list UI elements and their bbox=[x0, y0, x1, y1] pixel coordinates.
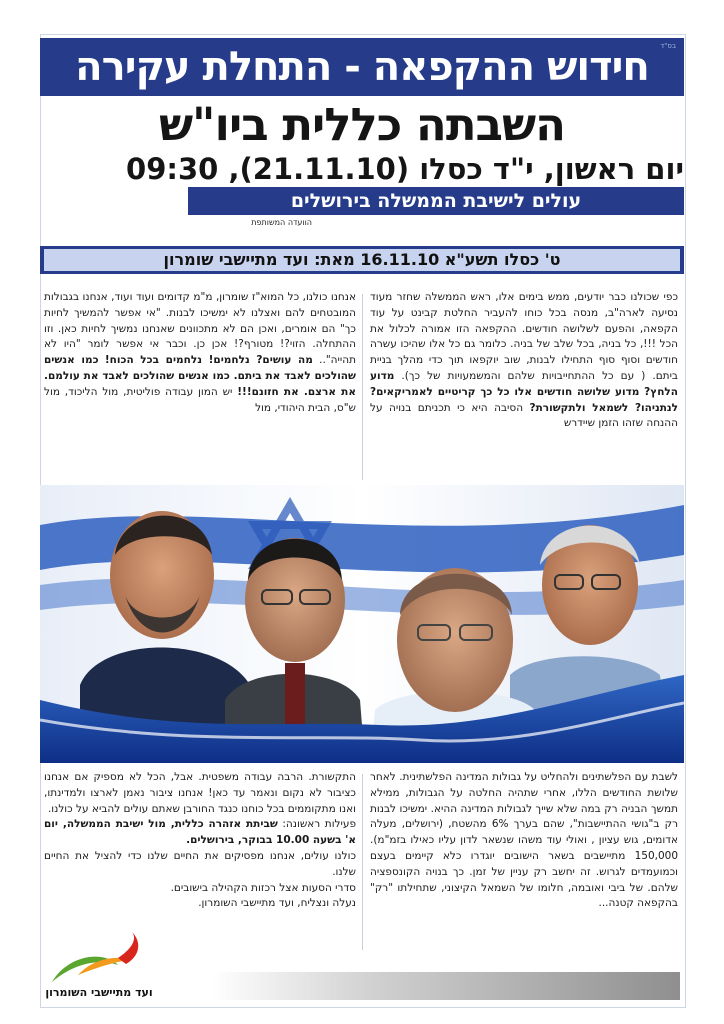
strike-heading: השבתה כללית ביו"ש bbox=[158, 98, 566, 151]
info-bar-text: ט' כסלו תשע"א 16.11.10 מאת: ועד מתיישבי שומרון bbox=[44, 249, 680, 271]
politicians-photo bbox=[40, 485, 684, 763]
paragraph: כפי שכולנו כבר יודעים, ממש בימים אלו, ראש הממשלה שחזר מעוד נסיעה לארה"ב, מנסה בכל כוחו להעביר החלטת קבינט על עוד הקפאה, והפעם לשלושה חודשים. ההקפאה הזו אמורה לכלול את הכל !!!, כל בניה, בכל שלב של בניה. כלומר גם כל אלו שהיכו עשרה חודשים וסוף סוף התחילו לבנות, שוב יוקפאו תוך כדי מהלך בניית ביתם. ( עם כל ההתחייבויות שלהם והמשמעויות של כך). bbox=[370, 291, 678, 382]
paragraph-bold: שביתת אזהרה כללית, מול ישיבת הממשלה, יום א' בשעה 10.00 בבוקר, בירושלים. bbox=[44, 818, 356, 847]
paragraph: נעלה ונצליח, ועד מתיישבי השומרון. bbox=[198, 897, 356, 910]
photo-collage-illustration bbox=[40, 485, 684, 763]
tiny-tag: בס"ד bbox=[660, 42, 676, 50]
destination-bar: עולים לישיבת הממשלה בירושלים bbox=[188, 187, 684, 215]
info-bar bbox=[40, 246, 684, 274]
sponsor-logo-text: הוועדה המשותפת bbox=[251, 218, 312, 227]
paragraph-label: פעילות ראשונה: bbox=[277, 818, 356, 831]
organization-name: ועד מתיישבי השומרון bbox=[45, 986, 153, 999]
paragraph: התקשורת. הרבה עבודה משפטית. אבל, הכל לא מספיק אם אנחנו כציבור לא נקום ונאמר עד כאן! אנחנו ציבור נאמן לארצו ולמדינתו, ואנו מתקוממים בכל כוחנו כנגד החורבן שאתם עולים להביא על כולנו. bbox=[44, 771, 356, 815]
paragraph: לשבת עם הפלשתינים ולהחליט על גבולות המדינה הפלשתינית. לאחר שלושת החודשים הללו, אחרי שתהיה החלטה על הגבולות, ממילא תמשך הבניה רק במה שלא שייך לגבולות המדינה ההיא. ימשיכו לבנות רק ב"גושי ההתיישבות", שהם בערך 6% מהשטח, (ירושלים, מעלה אדומים, גוש עציון , ואולי עוד משהו שנשאר לדון עליו כאילו בזמ"מ). 150,000 מתיישבים בשאר הישובים יוגדרו כלא קיימים בעצם וכמועמדים לגרוש. זה יחשב רק עניין של זמן. כך בנויה הקונספציה שלהם. של ביבי ואובמה, חלומו של השמאל הקיצוני, שתחילתו "רק" בהקפאה קטנה... bbox=[370, 771, 678, 910]
paragraph: יש המון עבודה פוליטית, מול הליכוד, מול ש"ס, הבית היהודי, מול bbox=[44, 385, 356, 414]
article-column-bottom-right bbox=[370, 770, 678, 950]
paragraph-bold: מדוע הלחץ? מדוע שלושה חודשים אלו כל כך קריטיים לאמריקאים? לנתניהו? לשמאל ולתקשורת? bbox=[370, 369, 678, 414]
article-column-top-left bbox=[44, 290, 356, 480]
article-column-top-right bbox=[370, 290, 678, 480]
paragraph: הסיבה היא כי תכניתם בנויה על ההנחה שזהו הזמן שיידרש bbox=[370, 401, 678, 430]
paragraph: סדרי הסעות אצל רכזות הקהילה בישובים. bbox=[170, 881, 356, 894]
article-column-bottom-left bbox=[44, 770, 356, 950]
samaria-council-logo bbox=[48, 930, 148, 986]
column-divider bbox=[362, 294, 363, 480]
headline: חידוש ההקפאה - התחלת עקירה bbox=[75, 44, 649, 90]
paragraph: כולנו עולים, אנחנו מפסיקים את החיים שלנו כדי להציל את החיים שלנו. bbox=[44, 849, 356, 878]
paragraph-bold: מה עושים? נלחמים! נלחמים בכל הכוח! bbox=[104, 354, 313, 367]
sponsor-logos bbox=[102, 218, 312, 228]
title-banner bbox=[40, 38, 684, 96]
footer-gradient-bar bbox=[212, 972, 680, 1000]
paragraph: אנחנו כולנו, כל המוא"ז שומרון, מ"מ קדומים ועוד ועוד, אנחנו בגבולות המובטחים להם ואצלנו לא ימשיכו לבנות. "אי אפשר להמשיך לחיות כך" הם אומרים, ואכן הם לא מתכוונים שאנחנו נמשיך לחיות כאן. וזו ההתחלה. הזוי?! מטורף?! אכן כן. וכבר אי אפשר לומר "היו לא תהייה".. bbox=[44, 291, 356, 367]
event-date-time: יום ראשון, י"ד כסלו (21.11.10), 09:30 bbox=[126, 152, 684, 186]
paragraph-bold: כמו אנשים שהולכים לאבד את ביתם. כמו אנשים שהולכים לאבד את עולמם. את ארצם. את חזונם!!! bbox=[44, 354, 356, 398]
column-divider bbox=[362, 774, 363, 950]
